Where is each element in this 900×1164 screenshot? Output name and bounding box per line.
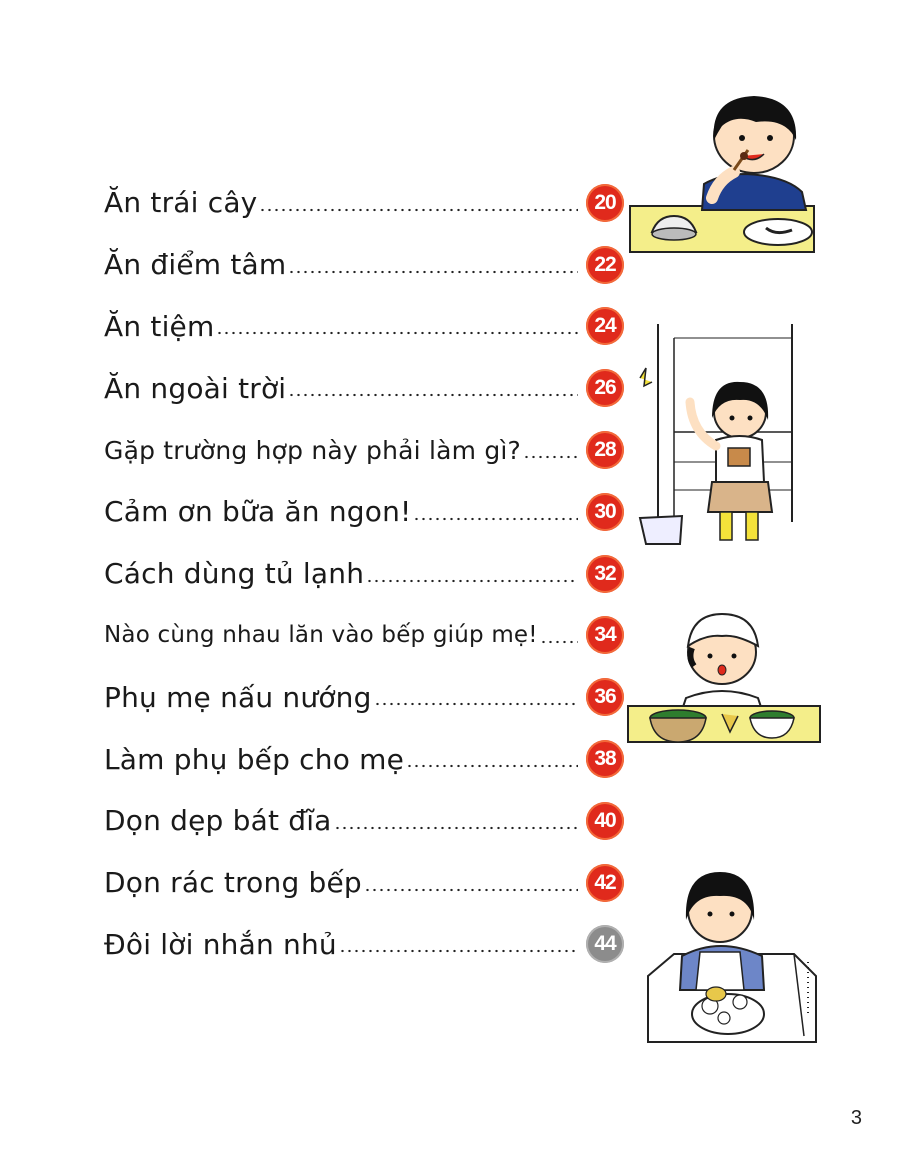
toc-entry[interactable] (104, 172, 624, 234)
toc-entry-title: Cảm ơn bữa ăn ngon! (104, 495, 412, 529)
toc-entry-title: Ăn trái cây (104, 186, 258, 220)
page-number: 3 (850, 1107, 862, 1129)
toc-entry-title: Cách dùng tủ lạnh (104, 557, 365, 591)
page-number-badge: 20 (586, 184, 624, 222)
dot-leader (374, 702, 578, 706)
dot-leader (339, 949, 578, 953)
toc-entry-title: Ăn ngoài trời (104, 371, 287, 405)
dot-leader (288, 393, 578, 397)
toc-entry[interactable] (104, 481, 624, 543)
page-number-badge: 26 (586, 369, 624, 407)
page-number-badge: 34 (586, 616, 624, 654)
toc-entry-title: Làm phụ bếp cho mẹ (104, 742, 405, 776)
dot-leader (259, 208, 578, 212)
toc-entry-title: Phụ mẹ nấu nướng (104, 680, 372, 714)
toc-entry-title: Dọn rác trong bếp (104, 866, 362, 900)
dot-leader (288, 270, 578, 274)
toc-entry[interactable] (104, 605, 624, 667)
page-number-badge: 22 (586, 246, 624, 284)
toc-entry[interactable] (104, 357, 624, 419)
dot-leader (540, 640, 578, 644)
toc-entry-title: Nào cùng nhau lăn vào bếp giúp mẹ! (104, 622, 538, 649)
girl-washing-dishes-illustration (644, 866, 820, 1050)
page-number-badge: 32 (586, 555, 624, 593)
page-number-badge: 44 (586, 925, 624, 963)
dot-leader (366, 579, 578, 583)
table-of-contents (104, 172, 624, 975)
toc-entry-title: Dọn dẹp bát đĩa (104, 804, 332, 838)
dot-leader (413, 517, 578, 521)
toc-entry[interactable] (104, 234, 624, 296)
toc-entry[interactable] (104, 914, 624, 976)
girl-at-refrigerator-illustration (632, 322, 800, 548)
toc-entry-title: Gặp trường hợp này phải làm gì? (104, 435, 522, 465)
toc-entry[interactable] (104, 296, 624, 358)
page-number-badge: 38 (586, 740, 624, 778)
dot-leader (334, 826, 578, 830)
toc-entry[interactable] (104, 728, 624, 790)
page-number-badge: 28 (586, 431, 624, 469)
page-number-badge: 30 (586, 493, 624, 531)
dot-leader (216, 331, 578, 335)
toc-entry-title: Ăn điểm tâm (104, 248, 287, 282)
toc-entry[interactable] (104, 790, 624, 852)
toc-entry[interactable] (104, 543, 624, 605)
page-number-badge: 40 (586, 802, 624, 840)
dot-leader (364, 888, 578, 892)
toc-entry[interactable] (104, 852, 624, 914)
toc-entry-title: Đôi lời nhắn nhủ (104, 927, 337, 961)
toc-entry-title: Ăn tiệm (104, 309, 215, 343)
page-number-badge: 36 (586, 678, 624, 716)
page-number-badge: 42 (586, 864, 624, 902)
dot-leader (406, 764, 578, 768)
boy-eating-fruit-illustration (626, 88, 816, 258)
page-number-badge: 24 (586, 307, 624, 345)
dot-leader (523, 455, 578, 459)
toc-entry[interactable] (104, 419, 624, 481)
child-preparing-vegetables-illustration (626, 606, 822, 746)
toc-entry[interactable] (104, 666, 624, 728)
